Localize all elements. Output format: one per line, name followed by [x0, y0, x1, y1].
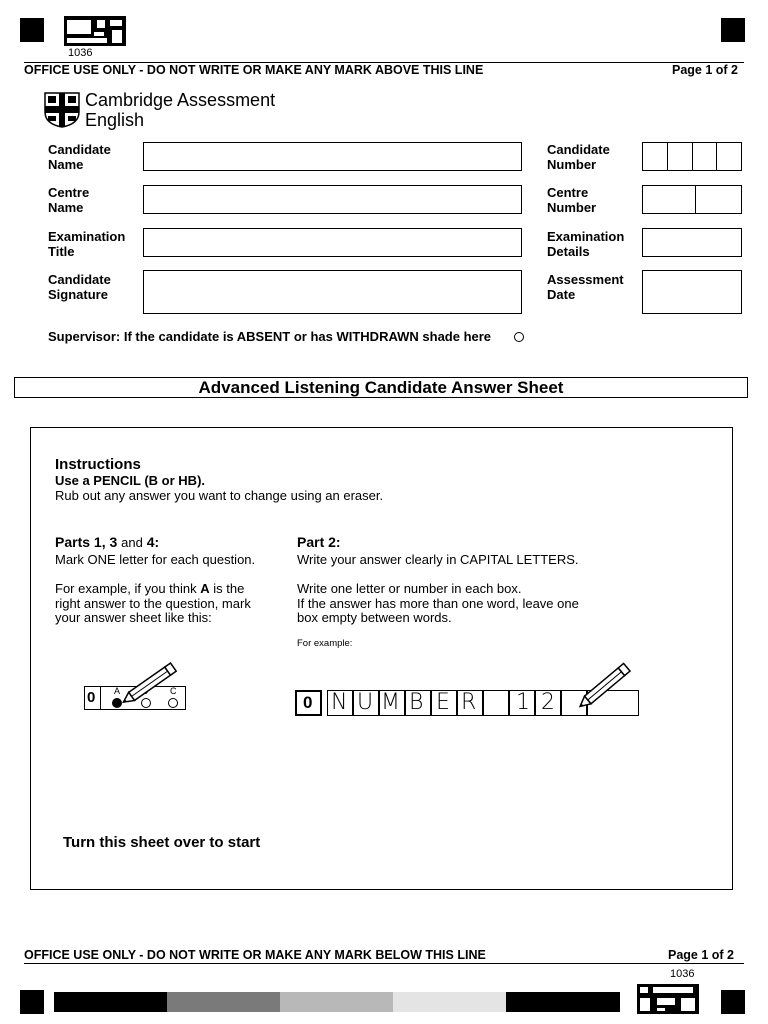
registration-mark-top-left [20, 18, 44, 42]
registration-mark-top-right [721, 18, 745, 42]
pencil-icon [571, 660, 641, 712]
pencil-instruction: Use a PENCIL (B or HB). [55, 473, 206, 488]
centre-number-field[interactable] [642, 185, 742, 214]
parts134-heading: Parts 1, 3 and 4: [55, 534, 160, 550]
parts134-example-line2: right answer to the question, mark [55, 596, 251, 611]
page-number-bottom: Page 1 of 2 [668, 948, 734, 962]
barcode-top [64, 16, 126, 46]
assessment-date-field[interactable] [642, 270, 742, 314]
candidate-name-field[interactable] [143, 142, 522, 171]
eraser-instruction: Rub out any answer you want to change using an eraser. [55, 488, 384, 503]
barcode-id-bottom: 1036 [670, 968, 695, 980]
centre-name-field[interactable] [143, 185, 522, 214]
bottom-divider [24, 963, 744, 964]
part2-line3: If the answer has more than one word, leave one [297, 596, 579, 611]
label-assessment-date: Assessment Date [547, 272, 624, 302]
registration-mark-bottom-left [20, 990, 44, 1014]
turn-over-note: Turn this sheet over to start [63, 834, 261, 851]
exam-details-field[interactable] [642, 228, 742, 257]
mc-letter-a: A [114, 686, 121, 696]
label-exam-details: Examination Details [547, 229, 625, 259]
barcode-id-top: 1036 [68, 47, 93, 59]
candidate-number-field[interactable] [642, 142, 742, 171]
cambridge-shield-logo [44, 92, 80, 128]
label-candidate-number: Candidate Number [547, 142, 610, 172]
page-number-top: Page 1 of 2 [672, 63, 738, 77]
pencil-icon [118, 662, 184, 706]
parts134-line1: Mark ONE letter for each question. [55, 552, 256, 567]
mc-question-number: 0 [87, 689, 96, 706]
part2-heading: Part 2: [297, 534, 341, 550]
sheet-title: Advanced Listening Candidate Answer Sheet [198, 378, 564, 397]
candidate-signature-field[interactable] [143, 270, 522, 314]
office-use-top: OFFICE USE ONLY - DO NOT WRITE OR MAKE ANY MARK ABOVE THIS LINE [24, 63, 484, 77]
density-strip [54, 992, 620, 1012]
supervisor-note: Supervisor: If the candidate is ABSENT or has WITHDRAWN shade here [48, 329, 492, 344]
barcode-bottom [637, 984, 699, 1014]
parts134-example-line1: For example, if you think A is the [55, 581, 245, 596]
letter-box-7 [483, 690, 509, 716]
instructions-heading: Instructions [55, 456, 141, 473]
part2-line1: Write your answer clearly in CAPITAL LETTERS. [297, 552, 579, 567]
label-centre-number: Centre Number [547, 185, 597, 215]
label-candidate-signature: Candidate Signature [48, 272, 111, 302]
label-candidate-name: Candidate Name [48, 142, 111, 172]
mc-example [84, 662, 194, 714]
part2-line4: box empty between words. [297, 610, 452, 625]
mc-letter-c: C [170, 686, 177, 696]
office-use-bottom: OFFICE USE ONLY - DO NOT WRITE OR MAKE ANY MARK BELOW THIS LINE [24, 948, 486, 962]
exam-title-field[interactable] [143, 228, 522, 257]
absent-shade-bubble[interactable] [514, 332, 524, 342]
label-exam-title: Examination Title [48, 229, 126, 259]
label-centre-name: Centre Name [48, 185, 90, 215]
brand-name: Cambridge Assessment [85, 90, 276, 110]
parts134-example-line3: your answer sheet like this: [55, 610, 212, 625]
registration-mark-bottom-right [721, 990, 745, 1014]
top-divider [24, 62, 744, 63]
brand-subname: English [85, 110, 145, 130]
part2-line2: Write one letter or number in each box. [297, 581, 522, 596]
letter-boxes-example: 0 N U M B E R 1 2 [295, 690, 639, 716]
part2-for-example: For example: [297, 638, 353, 649]
